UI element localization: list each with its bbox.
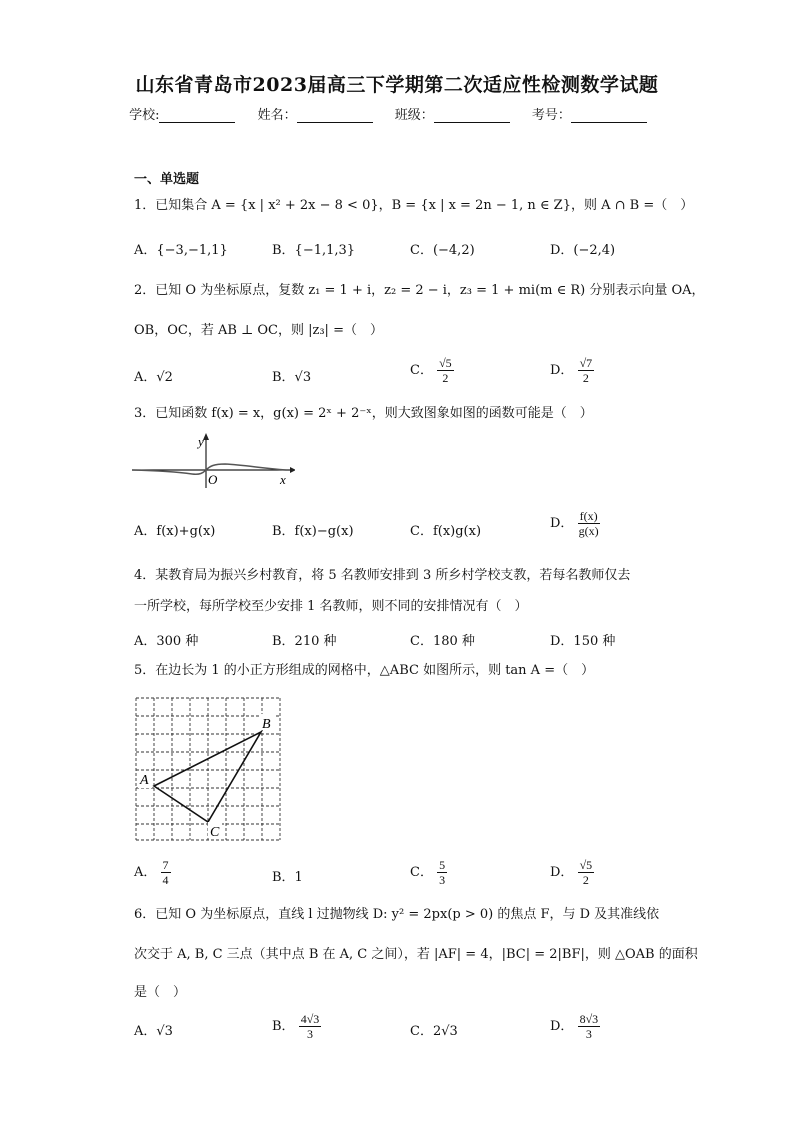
q2-option-c-label: C． — [410, 363, 433, 378]
q3-option-d-fraction — [578, 509, 600, 538]
q1-option-b: B．{−1,1,3} — [272, 243, 356, 258]
q5-option-c-fraction — [437, 858, 447, 887]
q4-option-c: C．180 种 — [410, 634, 475, 649]
numerator: 7 — [162, 858, 169, 872]
denominator: g(x) — [578, 524, 599, 538]
q3-function-graph — [130, 430, 295, 490]
q1-stem: 1．已知集合 A = {x | x² + 2x − 8 < 0}，B = {x | x = 2n − 1, n ∈ Z}，则 A ∩ B =（ ） — [134, 198, 694, 213]
denominator: 2 — [582, 371, 589, 385]
numerator: 8√3 — [579, 1012, 599, 1026]
q5-option-a-fraction — [161, 858, 171, 887]
q2-option-d-label: D． — [550, 363, 574, 378]
q2-option-c-fraction — [437, 356, 454, 385]
q6-stem-line1: 6．已知 O 为坐标原点，直线 l 过抛物线 D: y² = 2px(p > 0) 的焦点 F，与 D 及其准线依 — [134, 907, 660, 922]
q4-option-d: D．150 种 — [550, 634, 616, 649]
origin-label: O — [208, 472, 218, 487]
name-label: 姓名： — [257, 108, 297, 123]
q3-option-d-label: D． — [550, 516, 574, 531]
exam-number-blank[interactable] — [571, 108, 647, 123]
q4-option-a: A．300 种 — [134, 634, 199, 649]
q5-option-a — [134, 858, 171, 887]
x-axis-label: x — [280, 472, 286, 487]
q3-stem: 3．已知函数 f(x) = x，g(x) = 2ˣ + 2⁻ˣ，则大致图象如图的函数可能是（ ） — [134, 406, 593, 421]
q6-option-b-label: B． — [272, 1019, 295, 1034]
q4-stem-line2: 一所学校，每所学校至少安排 1 名教师，则不同的安排情况有（ ） — [134, 599, 528, 614]
numerator: √5 — [439, 356, 452, 370]
q3-option-c: C．f(x)g(x) — [410, 524, 482, 539]
q6-stem-line3: 是（ ） — [134, 985, 187, 1000]
q5-grid-figure — [130, 694, 285, 844]
q2-option-a: A．√2 — [134, 370, 173, 385]
numerator: √5 — [579, 858, 593, 872]
numerator: 5 — [439, 858, 446, 872]
name-blank[interactable] — [297, 108, 373, 123]
section-title: 一、单选题 — [134, 172, 200, 187]
q3-option-a: A．f(x)+g(x) — [134, 524, 216, 539]
y-axis-label: y — [198, 434, 204, 449]
q6-option-d — [550, 1012, 600, 1041]
q6-option-b — [272, 1012, 321, 1041]
school-blank[interactable] — [159, 108, 235, 123]
denominator: 4 — [162, 873, 169, 887]
q6-option-c: C．2√3 — [410, 1024, 458, 1039]
q5-option-d-label: D． — [550, 865, 574, 880]
q1-option-c: C．(−4,2) — [410, 243, 475, 258]
q6-option-b-fraction — [299, 1012, 322, 1041]
q2-option-d — [550, 356, 594, 385]
triangle-abc — [154, 732, 261, 822]
y-axis-arrow — [203, 433, 209, 440]
q2-option-d-fraction — [578, 356, 595, 385]
q5-stem: 5．在边长为 1 的小正方形组成的网格中，△ABC 如图所示，则 tan A =（ ） — [134, 663, 595, 678]
class-label: 班级： — [394, 108, 434, 123]
denominator: 2 — [582, 873, 589, 887]
q3-option-b: B．f(x)−g(x) — [272, 524, 354, 539]
school-label: 学校: — [129, 108, 160, 123]
denominator: 2 — [442, 371, 449, 385]
exam-number-label: 考号： — [531, 108, 571, 123]
page-title: 山东省青岛市2023届高三下学期第二次适应性检测数学试题 — [135, 74, 659, 96]
q5-option-c — [410, 858, 447, 887]
q2-stem-line1: 2．已知 O 为坐标原点，复数 z₁ = 1 + i，z₂ = 2 − i，z₃ = 1 + mi(m ∈ R) 分别表示向量 OA， — [134, 283, 705, 298]
q2-option-c — [410, 356, 454, 385]
vertex-c-label: C — [210, 825, 220, 840]
denominator: 3 — [585, 1027, 592, 1041]
vertex-b-label: B — [262, 717, 271, 732]
q6-option-d-label: D． — [550, 1019, 574, 1034]
q6-stem-line2: 次交于 A, B, C 三点（其中点 B 在 A, C 之间），若 |AF| = 4，|BC| = 2|BF|，则 △OAB 的面积 — [134, 947, 698, 962]
denominator: 3 — [307, 1027, 313, 1041]
q6-option-a: A．√3 — [134, 1024, 173, 1039]
q1-option-d: D．(−2,4) — [550, 243, 616, 258]
numerator: f(x) — [579, 509, 598, 523]
q6-option-d-fraction — [578, 1012, 601, 1041]
vertex-a-label: A — [140, 773, 149, 788]
q3-option-d — [550, 509, 600, 538]
class-blank[interactable] — [434, 108, 510, 123]
q2-stem-line2: OB，OC，若 AB ⊥ OC，则 |z₃| =（ ） — [134, 323, 383, 338]
q5-option-d — [550, 858, 594, 887]
dashed-grid — [136, 698, 280, 840]
q5-option-c-label: C． — [410, 865, 433, 880]
q5-option-a-label: A． — [134, 865, 157, 880]
q2-option-b: B．√3 — [272, 370, 312, 385]
q1-option-a: A．{−3,−1,1} — [134, 243, 228, 258]
student-info-line — [0, 104, 794, 123]
q5-option-b: B．1 — [272, 870, 303, 885]
x-axis-arrow — [290, 467, 295, 473]
q4-option-b: B．210 种 — [272, 634, 337, 649]
denominator: 3 — [439, 873, 446, 887]
q5-option-d-fraction — [578, 858, 595, 887]
numerator: 4√3 — [300, 1012, 320, 1026]
q4-stem-line1: 4．某教育局为振兴乡村教育，将 5 名教师安排到 3 所乡村学校支教，若每名教师仅去 — [134, 568, 631, 583]
numerator: √7 — [579, 356, 593, 370]
